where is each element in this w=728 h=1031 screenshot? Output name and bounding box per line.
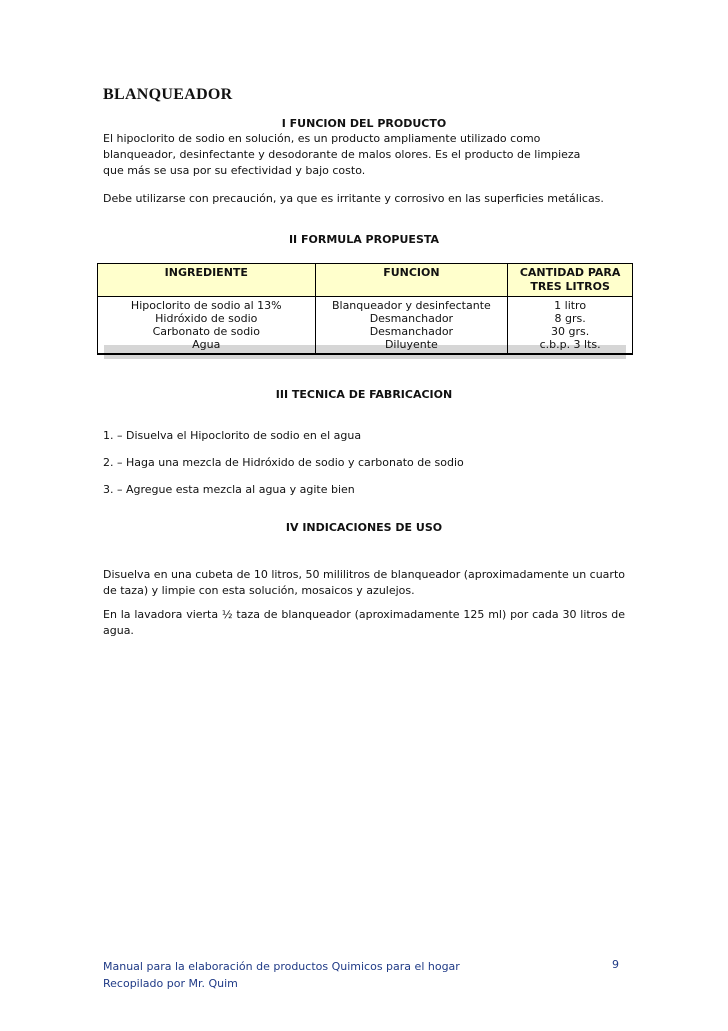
page-footer xyxy=(103,958,460,992)
table-cell: Hidróxido de sodio xyxy=(98,312,316,325)
footer-manual-title: Manual para la elaboración de productos Quimicos para el hogar xyxy=(103,960,460,973)
section-heading-tecnica: III TECNICA DE FABRICACION xyxy=(275,388,453,401)
table-cell: c.b.p. 3 lts. xyxy=(508,338,633,354)
header-cantidad: CANTIDAD PARA TRES LITROS xyxy=(508,264,633,297)
table-cell: Agua xyxy=(98,338,316,354)
paragraph-line: blanqueador, desinfectante y desodorante de malos olores. Es el producto de limpieza xyxy=(103,148,581,161)
table-cell: Desmanchador xyxy=(315,312,508,325)
document-title: BLANQUEADOR xyxy=(103,86,233,103)
paragraph-line: que más se usa por su efectividad y bajo costo. xyxy=(103,164,366,177)
table-cell: Blanqueador y desinfectante xyxy=(315,297,508,313)
usage-paragraph-2: En la lavadora vierta ½ taza de blanqueador (aproximadamente 125 ml) por cada 30 litros de agua. xyxy=(103,608,625,637)
table-cell: Desmanchador xyxy=(315,325,508,338)
table-cell: Hipoclorito de sodio al 13% xyxy=(98,297,316,313)
table-row xyxy=(98,325,633,338)
table-cell: Diluyente xyxy=(315,338,508,354)
header-ingrediente: INGREDIENTE xyxy=(98,264,316,297)
section-heading-funcion: I FUNCION DEL PRODUCTO xyxy=(281,117,447,130)
section-funcion-paragraph-1 xyxy=(103,131,625,179)
section-heading-formula: II FORMULA PROPUESTA xyxy=(288,233,440,246)
table-cell: 30 grs. xyxy=(508,325,633,338)
table-row xyxy=(98,312,633,325)
procedure-step-3: 3. – Agregue esta mezcla al agua y agite bien xyxy=(103,483,355,496)
usage-paragraph-1: Disuelva en una cubeta de 10 litros, 50 mililitros de blanqueador (aproximadamente un cuarto de taza) y limpie con esta solución, mosaicos y azulejos. xyxy=(103,568,625,597)
formula-table xyxy=(97,263,633,355)
table-cell: Carbonato de sodio xyxy=(98,325,316,338)
section-funcion-paragraph-2: Debe utilizarse con precaución, ya que es irritante y corrosivo en las superficies metálicas. xyxy=(103,192,604,205)
page-number: 9 xyxy=(612,958,619,971)
paragraph-line: El hipoclorito de sodio en solución, es un producto ampliamente utilizado como xyxy=(103,132,541,145)
formula-table-container xyxy=(97,263,633,355)
procedure-step-2: 2. – Haga una mezcla de Hidróxido de sodio y carbonato de sodio xyxy=(103,456,464,469)
table-cell: 1 litro xyxy=(508,297,633,313)
footer-compiler: Recopilado por Mr. Quim xyxy=(103,977,238,990)
procedure-step-1: 1. – Disuelva el Hipoclorito de sodio en el agua xyxy=(103,429,362,442)
table-header-row xyxy=(98,264,633,297)
table-row xyxy=(98,297,633,313)
section-heading-indicaciones: IV INDICACIONES DE USO xyxy=(285,521,443,534)
header-funcion: FUNCION xyxy=(315,264,508,297)
table-cell: 8 grs. xyxy=(508,312,633,325)
table-row xyxy=(98,338,633,354)
